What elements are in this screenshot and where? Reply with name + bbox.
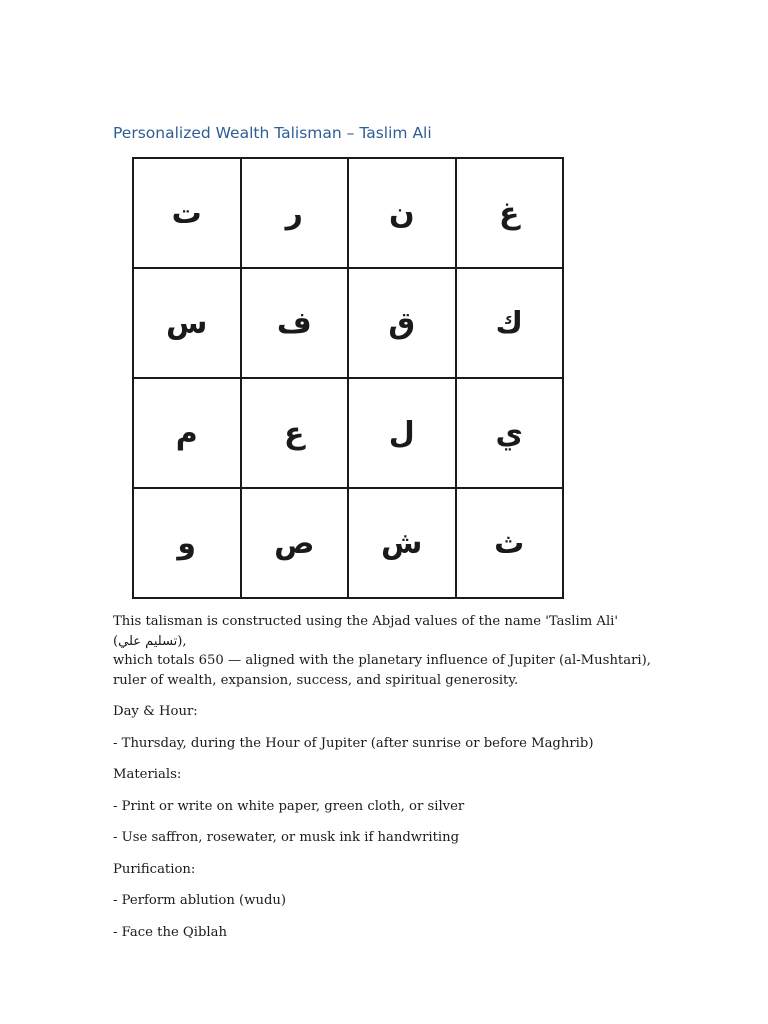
grid-cell: ت [133,158,241,268]
grid-cell: ك [456,268,564,378]
day-hour-item: - Thursday, during the Hour of Jupiter (after sunrise or before Maghrib) [113,735,594,751]
materials-item: - Print or write on white paper, green cloth, or silver [113,798,465,814]
purification-heading: Purification: [113,861,196,877]
grid-cell: ي [456,378,564,488]
grid-row [133,158,563,268]
purification-item: - Perform ablution (wudu) [113,893,287,908]
grid-cell: ث [456,488,564,598]
talisman-grid [132,157,564,599]
grid-cell: ن [348,158,456,268]
materials-heading: Materials: [113,767,182,782]
grid-cell: ق [348,268,456,378]
document-body [113,612,658,954]
grid-cell: م [133,378,241,488]
grid-row [133,268,563,378]
grid-cell: ع [241,378,349,488]
intro-text-after: ), [177,633,187,649]
intro-text-rest: which totals 650 — aligned with the planetary influence of Jupiter (al-Mushtari), ruler of wealth, expansion, success, and spiritual generosity. [113,653,651,688]
grid-cell: و [133,488,241,598]
purification-item: - Face the Qiblah [113,924,227,940]
materials-item: - Use saffron, rosewater, or musk ink if handwriting [113,830,460,845]
grid-row [133,378,563,488]
intro-text-before: This talisman is constructed using the Abjad values of the name 'Taslim Ali' ( [113,614,619,649]
document-title: Personalized Wealth Talisman – Taslim Ali [113,124,432,142]
grid-row [133,488,563,598]
grid-cell: س [133,268,241,378]
grid-cell: ش [348,488,456,598]
grid-cell: ل [348,378,456,488]
day-hour-heading: Day & Hour: [113,704,198,719]
arabic-name: تسليم علي [118,633,178,649]
intro-paragraph [113,612,658,690]
grid-cell: ف [241,268,349,378]
grid-cell: ر [241,158,349,268]
grid-cell: ص [241,488,349,598]
grid-cell: غ [456,158,564,268]
